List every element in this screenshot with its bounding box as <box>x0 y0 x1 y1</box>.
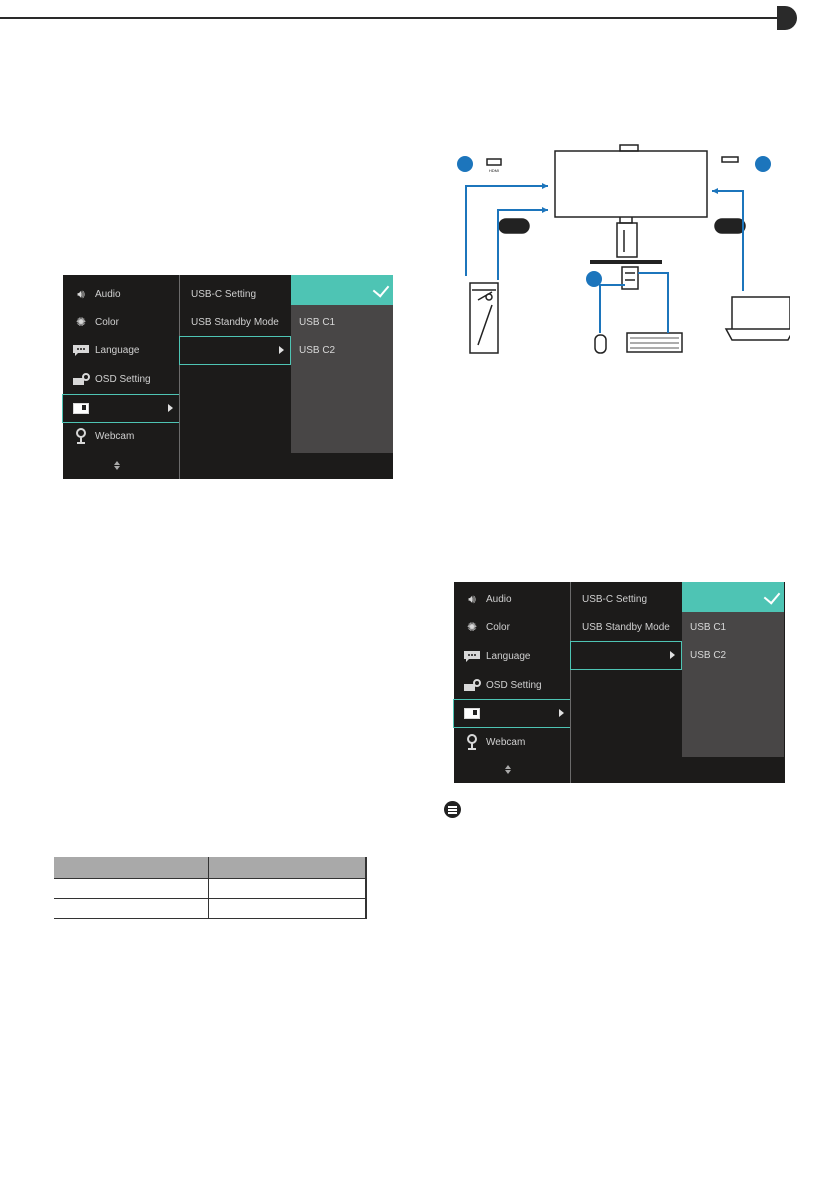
left-cable-block <box>499 219 529 233</box>
webcam-icon <box>462 735 482 749</box>
option-usb-c1[interactable]: USB C1 <box>299 317 336 328</box>
osd-item-language[interactable]: Language <box>63 336 179 364</box>
osd-options-column <box>291 275 393 479</box>
monitor-screen <box>555 151 707 217</box>
note-icon <box>444 801 461 818</box>
connection-diagram <box>450 140 790 360</box>
submenu-arrow-icon <box>168 404 173 412</box>
osd-item-usb[interactable] <box>453 699 571 728</box>
option-usb-c1[interactable]: USB C1 <box>690 622 727 633</box>
option-selected-bar[interactable] <box>291 275 393 305</box>
table-header-cell <box>54 857 209 879</box>
table-cell <box>54 899 209 919</box>
osd-sub-usb-c-setting[interactable]: USB-C Setting <box>582 593 648 605</box>
osd-sub-usb-standby-mode[interactable]: USB Standby Mode <box>582 621 670 633</box>
osd-main-column <box>63 275 179 479</box>
submenu-arrow-icon <box>670 651 675 659</box>
osd-sub-selected[interactable] <box>179 336 291 365</box>
osd-sub-usb-standby-mode[interactable]: USB Standby Mode <box>191 316 279 328</box>
osd-item-color[interactable]: ✺ Color <box>454 613 570 641</box>
osd-item-audio[interactable]: 🔊︎ Audio <box>454 585 570 613</box>
osd-main-column <box>454 582 570 783</box>
osd-item-usb[interactable] <box>62 394 180 423</box>
osd-menu-1 <box>63 275 393 479</box>
osd-settings-icon <box>462 678 482 692</box>
callout-1 <box>457 156 473 172</box>
data-table <box>54 857 367 919</box>
speaker-icon: 🔊︎ <box>77 286 85 301</box>
table-header-row <box>54 857 366 879</box>
usbc-cable <box>712 191 743 291</box>
top-rule <box>0 0 839 8</box>
check-icon <box>764 587 781 604</box>
osd-item-language[interactable]: Language <box>454 642 570 670</box>
submenu-arrow-icon <box>279 346 284 354</box>
submenu-arrow-icon <box>559 709 564 717</box>
table-row <box>54 879 366 899</box>
usbc-port-icon <box>722 157 738 162</box>
table-cell <box>209 879 367 899</box>
osd-item-audio[interactable]: 🔊︎ Audio <box>63 280 179 308</box>
up-down-arrows-icon <box>505 765 512 774</box>
osd-item-webcam[interactable]: Webcam <box>454 728 570 756</box>
option-usb-c2[interactable]: USB C2 <box>299 345 336 356</box>
osd-settings-icon <box>71 372 91 386</box>
keyboard <box>627 333 682 352</box>
header-rule-cap <box>777 6 797 30</box>
usb-icon <box>71 402 91 416</box>
laptop <box>726 297 790 340</box>
pc-tower <box>470 283 498 353</box>
usb-icon <box>462 707 482 721</box>
webcam-icon <box>71 429 91 443</box>
osd-item-color[interactable]: ✺ Color <box>63 308 179 336</box>
callout-3 <box>586 271 602 287</box>
option-selected-bar[interactable] <box>682 582 784 612</box>
osd-sub-usb-c-setting[interactable]: USB-C Setting <box>191 288 257 300</box>
osd-item-osd-setting[interactable]: OSD Setting <box>63 365 179 393</box>
speech-bubble-icon <box>71 343 91 357</box>
mouse <box>595 335 606 353</box>
speech-bubble-icon <box>462 649 482 663</box>
speaker-icon: 🔊︎ <box>468 591 476 606</box>
osd-item-webcam[interactable]: Webcam <box>63 422 179 450</box>
table-header-cell <box>209 857 367 879</box>
hub-cable <box>600 273 668 333</box>
color-wheel-icon: ✺ <box>466 620 478 634</box>
osd-sub-column <box>180 275 291 479</box>
table-cell <box>54 879 209 899</box>
options-footer <box>291 453 393 479</box>
option-usb-c2[interactable]: USB C2 <box>690 650 727 661</box>
callout-2 <box>755 156 771 172</box>
monitor-stand <box>617 223 637 257</box>
table-row <box>54 899 366 919</box>
osd-sub-column <box>571 582 682 783</box>
up-down-arrows-icon <box>114 461 121 470</box>
osd-item-osd-setting[interactable]: OSD Setting <box>454 671 570 699</box>
webcam <box>620 145 638 151</box>
header-rule-line <box>0 17 777 19</box>
osd-sub-selected[interactable] <box>570 641 682 670</box>
hdmi-label: HDMI <box>488 168 500 173</box>
options-footer <box>682 757 784 783</box>
hdmi-port-icon <box>487 159 501 165</box>
table-cell <box>209 899 367 919</box>
check-icon <box>373 280 390 297</box>
color-wheel-icon: ✺ <box>75 315 87 329</box>
osd-menu-2 <box>454 582 785 783</box>
right-cable-block <box>715 219 745 233</box>
osd-options-column <box>682 582 784 783</box>
